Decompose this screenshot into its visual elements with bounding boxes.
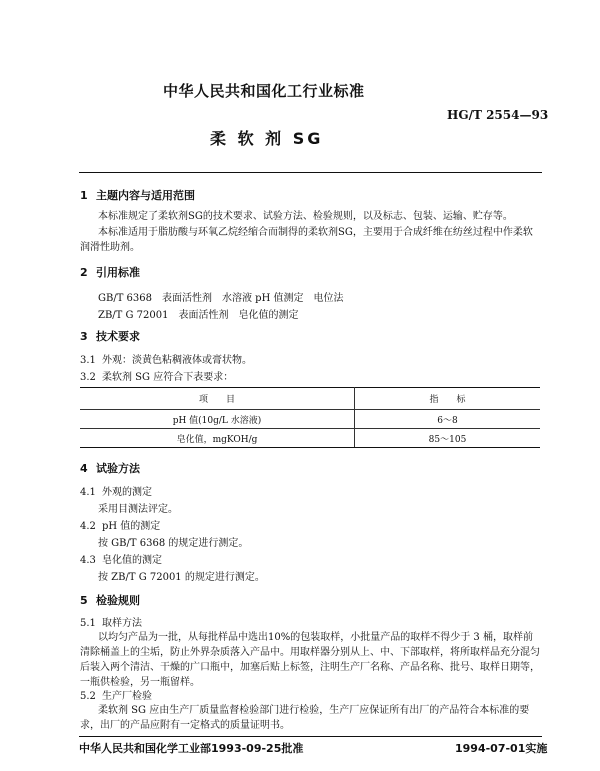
clause-number: 5.1 (80, 618, 96, 629)
table-row (80, 410, 540, 429)
clause-4-1-text: 采用目测法评定。 (98, 504, 178, 515)
standard-code: HG/T 2554—93 (447, 108, 549, 122)
section-number: 2 (80, 266, 88, 279)
table-cell: 85～105 (355, 429, 541, 448)
implementation-date: 1994-07-01实施 (455, 742, 548, 755)
section-3-heading (80, 328, 140, 344)
clause-4-3 (80, 551, 162, 566)
footer-divider (79, 736, 542, 737)
standard-title: 中华人民共和国化工行业标准 (163, 82, 365, 100)
table-cell: pH 值(10g/L 水溶液) (80, 410, 355, 429)
clause-4-2 (80, 517, 160, 532)
clause-number: 4.1 (80, 487, 96, 498)
section-1-heading (80, 187, 195, 203)
section-1-paragraph-1: 本标准规定了柔软剂SG的技术要求、试验方法、检验规则，以及标志、包装、运输、贮存等。 (98, 211, 513, 222)
clause-4-1 (80, 483, 152, 498)
section-number: 3 (80, 330, 88, 343)
section-title: 引用标准 (96, 266, 140, 279)
clause-5-2 (80, 687, 152, 702)
clause-number: 5.2 (80, 691, 96, 702)
reference-gb-t-6368: GB/T 6368 表面活性剂 水溶液 pH 值测定 电位法 (98, 293, 344, 304)
section-number: 5 (80, 594, 88, 607)
clause-text: 外观：淡黄色粘稠液体或膏状物。 (102, 355, 252, 366)
clause-number: 3.1 (80, 355, 96, 366)
section-title: 技术要求 (96, 330, 140, 343)
clause-title: 取样方法 (102, 618, 142, 629)
table-header-row (80, 388, 540, 410)
clause-5-1-text: 以均匀产品为一批，从每批样品中选出10%的包装取样，小批量产品的取样不得少于 3 桶，取样前清除桶盖上的尘垢，防止外界杂质落入产品中。用取样器分别从上、中、下部取样，将所取样品充分混匀后装入两个清洁、干燥的广口瓶中，加塞后贴上标签，注明生产厂名称、产品名称、批号、取样日期等，一瓶供检验，另一瓶留样。 (80, 632, 540, 688)
section-number: 4 (80, 462, 88, 475)
clause-title: 生产厂检验 (102, 691, 152, 702)
reference-zb-t-g-72001: ZB/T G 72001 表面活性剂 皂化值的测定 (98, 310, 299, 321)
table-row (80, 429, 540, 448)
section-title: 主题内容与适用范围 (96, 189, 195, 202)
clause-title: 外观的测定 (102, 487, 152, 498)
clause-title: 皂化值的测定 (102, 555, 162, 566)
specification-table (80, 387, 540, 448)
clause-3-1 (80, 351, 252, 366)
section-5-heading (80, 592, 140, 608)
clause-title: pH 值的测定 (102, 521, 161, 532)
section-2-heading (80, 264, 140, 280)
table-cell: 皂化值，mgKOH/g (80, 429, 355, 448)
clause-number: 4.3 (80, 555, 96, 566)
clause-number: 4.2 (80, 521, 96, 532)
approval-line: 中华人民共和国化学工业部1993-09-25批准 (79, 742, 304, 755)
section-4-heading (80, 460, 140, 476)
section-number: 1 (80, 189, 88, 202)
clause-text: 柔软剂 SG 应符合下表要求： (102, 372, 234, 383)
product-title: 柔 软 剂 SG (210, 129, 324, 148)
table-cell: 6～8 (355, 410, 541, 429)
clause-4-3-text: 按 ZB/T G 72001 的规定进行测定。 (98, 572, 265, 583)
clause-5-1 (80, 614, 142, 629)
section-title: 检验规则 (96, 594, 140, 607)
section-1-paragraph-2: 本标准适用于脂肪酸与环氧乙烷经缩合而制得的柔软剂SG，主要用于合成纤维在纺丝过程中作柔软润滑性助剂。 (80, 227, 533, 253)
column-header-index: 指 标 (355, 388, 541, 410)
section-title: 试验方法 (96, 462, 140, 475)
clause-3-2 (80, 368, 233, 383)
clause-4-2-text: 按 GB/T 6368 的规定进行测定。 (98, 538, 249, 549)
column-header-item: 项 目 (80, 388, 355, 410)
header-divider (79, 172, 542, 173)
clause-number: 3.2 (80, 372, 96, 383)
clause-5-2-text: 柔软剂 SG 应由生产厂质量监督检验部门进行检验，生产厂应保证所有出厂的产品符合本标准的要求，出厂的产品应附有一定格式的质量证明书。 (80, 705, 530, 731)
